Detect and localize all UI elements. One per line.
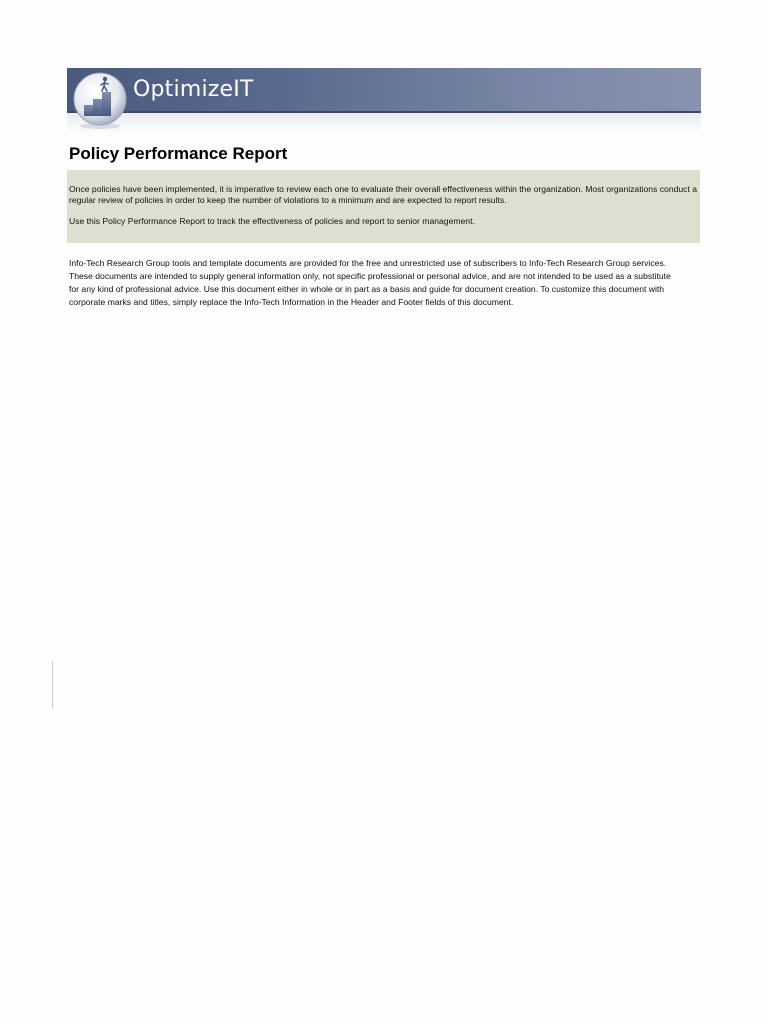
disclaimer-text: Info-Tech Research Group tools and template documents are provided for the free and unrestricted use of subscribers to Info-Tech Research Group services. These documents are intended to supply general information only, not specific professional or personal advice, and are not intended to be used as a substitute for any kind of professional advice. Use this document either in whole or in part as a basis and guide for document creation. To customize this document with corporate marks and titles, simply replace the Info-Tech Information in the Header and Footer fields of this document. xyxy=(69,258,671,307)
podium-climber-icon xyxy=(72,72,128,130)
intro-paragraph: Use this Policy Performance Report to track the effectiveness of policies and report to senior management. xyxy=(69,216,475,226)
header-banner xyxy=(67,68,701,134)
banner-shadow xyxy=(67,113,701,134)
page-edge-divider xyxy=(52,661,53,708)
intro-box xyxy=(67,170,700,243)
page-title: Policy Performance Report xyxy=(69,144,288,163)
intro-paragraph: Once policies have been implemented, it is imperative to review each one to evaluate their overall effectiveness within the organization. Most organizations conduct a regular review of policies in order to keep the number of violations to a minimum and are expected to report results. xyxy=(69,184,698,205)
brand-name: OptimizeIT xyxy=(133,77,254,102)
